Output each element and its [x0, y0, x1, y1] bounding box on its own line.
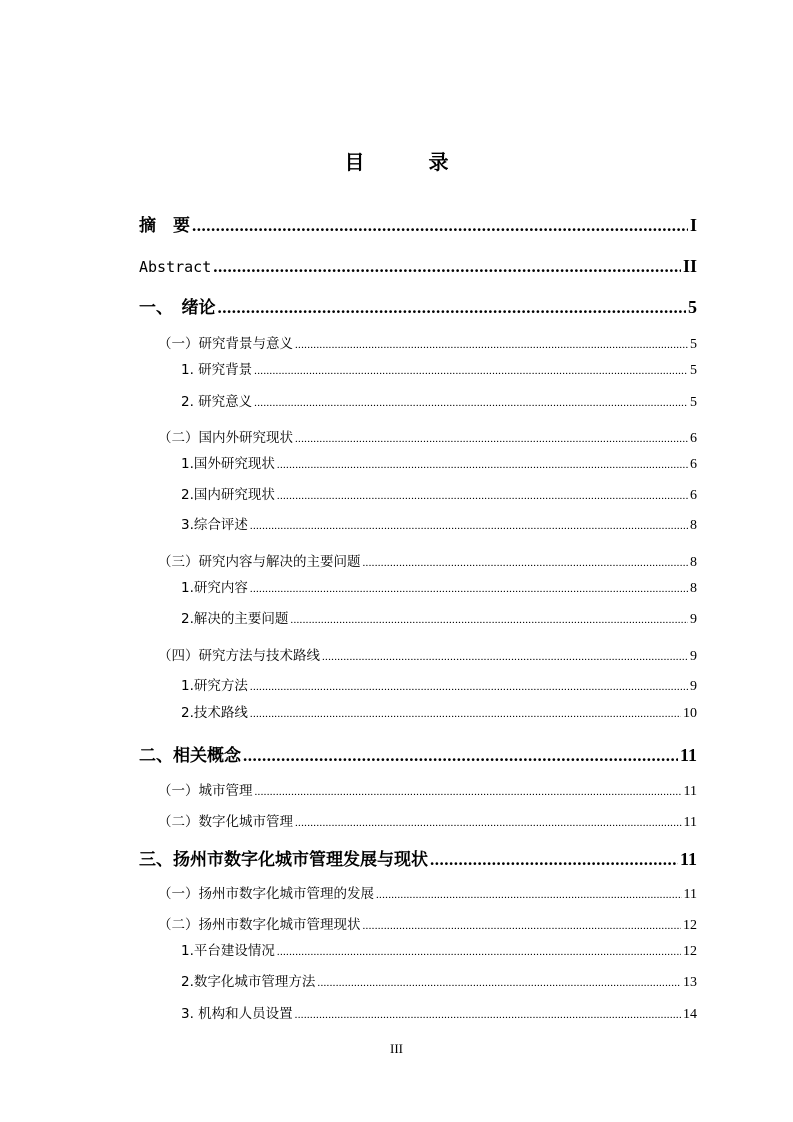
toc-entry-label: Abstract [139, 258, 212, 276]
toc-entry-label: 2.国内研究现状 [181, 487, 275, 503]
toc-leader-dots [322, 648, 688, 666]
toc-leader-dots [295, 336, 688, 354]
toc-entry-page: 13 [683, 975, 697, 990]
toc-entry-label: 1.平台建设情况 [181, 943, 275, 959]
toc-entry-section[interactable] [158, 916, 697, 934]
toc-leader-dots [254, 362, 688, 380]
toc-entry-chapter-2[interactable] [139, 744, 697, 766]
toc-entry-label: （三）研究内容与解决的主要问题 [158, 554, 361, 570]
toc-entry-label: （一）城市管理 [158, 783, 253, 799]
toc-leader-dots [192, 215, 688, 237]
toc-leader-dots [317, 974, 681, 992]
toc-entry-section[interactable] [158, 647, 697, 665]
toc-entry-page: 11 [683, 887, 697, 902]
toc-leader-dots [363, 917, 682, 935]
toc-entry-label: 一、 绪论 [139, 298, 216, 318]
toc-entry-subsection[interactable] [181, 361, 697, 379]
toc-leader-dots [250, 517, 688, 535]
toc-leader-dots [243, 745, 678, 767]
toc-entry-label: （二）国内外研究现状 [158, 430, 293, 446]
toc-entry-label: 1. 研究背景 [181, 362, 253, 378]
toc-leader-dots [250, 678, 688, 696]
toc-entry-label: （二）数字化城市管理 [158, 814, 293, 830]
toc-entry-label: 1.研究方法 [181, 678, 248, 694]
toc-entry-page: 5 [690, 363, 697, 378]
toc-entry-page: 9 [690, 649, 697, 664]
toc-entry-label: 3. 机构和人员设置 [181, 1006, 293, 1022]
toc-leader-dots [295, 1006, 681, 1024]
toc-entry-label: 1.国外研究现状 [181, 456, 275, 472]
toc-entry-label: 2.数字化城市管理方法 [181, 974, 316, 990]
toc-entry-abstract-en[interactable] [139, 255, 697, 277]
toc-entry-section[interactable] [158, 885, 697, 903]
toc-entry-section[interactable] [158, 429, 697, 447]
toc-entry-page: 5 [688, 297, 697, 317]
toc-entry-label: 二、相关概念 [139, 746, 241, 766]
toc-entry-abstract-cn[interactable] [139, 214, 697, 236]
toc-entry-subsection[interactable] [181, 1005, 697, 1023]
toc-entry-subsection[interactable] [181, 486, 697, 504]
toc-leader-dots [213, 256, 681, 278]
toc-entry-section[interactable] [158, 813, 697, 831]
toc-entry-page: 11 [683, 784, 697, 799]
toc-entry-page: 5 [690, 395, 697, 410]
toc-entry-page: I [689, 215, 697, 235]
toc-leader-dots [376, 886, 682, 904]
toc-leader-dots [290, 611, 688, 629]
toc-title: 目 录 [344, 150, 471, 174]
toc-leader-dots [218, 297, 687, 319]
toc-entry-page: II [682, 256, 697, 276]
toc-leader-dots [250, 580, 688, 598]
toc-entry-label: 2.解决的主要问题 [181, 611, 289, 627]
toc-entry-section[interactable] [158, 335, 697, 353]
toc-entry-page: 14 [683, 1007, 697, 1022]
page-number: III [390, 1041, 403, 1056]
toc-entry-subsection[interactable] [181, 942, 697, 960]
toc-entry-subsection[interactable] [181, 579, 697, 597]
toc-entry-subsection[interactable] [181, 455, 697, 473]
toc-entry-label: 1.研究内容 [181, 580, 248, 596]
toc-entry-label: 2. 研究意义 [181, 394, 253, 410]
toc-entry-page: 8 [690, 518, 697, 533]
toc-entry-chapter-1[interactable] [139, 296, 697, 318]
toc-leader-dots [250, 705, 681, 723]
toc-leader-dots [255, 783, 682, 801]
toc-leader-dots [277, 456, 688, 474]
toc-entry-section[interactable] [158, 782, 697, 800]
toc-entry-page: 10 [683, 706, 697, 721]
toc-entry-page: 8 [690, 555, 697, 570]
toc-entry-page: 8 [690, 581, 697, 596]
toc-entry-page: 6 [690, 431, 697, 446]
toc-entry-label: （一）研究背景与意义 [158, 336, 293, 352]
toc-entry-label: （一）扬州市数字化城市管理的发展 [158, 886, 374, 902]
toc-entry-subsection[interactable] [181, 393, 697, 411]
toc-entry-page: 11 [679, 745, 697, 765]
toc-entry-label: 三、扬州市数字化城市管理发展与现状 [139, 850, 428, 870]
toc-leader-dots [363, 554, 689, 572]
toc-entry-label: 摘 要 [139, 216, 190, 236]
toc-entry-chapter-3[interactable] [139, 848, 697, 870]
toc-entry-page: 12 [683, 944, 697, 959]
toc-entry-page: 5 [690, 337, 697, 352]
toc-entry-subsection[interactable] [181, 973, 697, 991]
toc-entry-subsection[interactable] [181, 704, 697, 722]
toc-entry-subsection[interactable] [181, 516, 697, 534]
toc-entry-page: 11 [683, 815, 697, 830]
toc-entry-label: （四）研究方法与技术路线 [158, 648, 320, 664]
toc-entry-page: 9 [690, 679, 697, 694]
toc-entry-label: （二）扬州市数字化城市管理现状 [158, 917, 361, 933]
toc-entry-page: 6 [690, 457, 697, 472]
toc-leader-dots [277, 943, 681, 961]
toc-entry-label: 3.综合评述 [181, 517, 248, 533]
toc-leader-dots [295, 430, 688, 448]
toc-leader-dots [295, 814, 682, 832]
toc-entry-page: 6 [690, 488, 697, 503]
toc-entry-section[interactable] [158, 553, 697, 571]
toc-entry-page: 11 [679, 849, 697, 869]
toc-entry-label: 2.技术路线 [181, 705, 248, 721]
toc-entry-subsection[interactable] [181, 677, 697, 695]
toc-leader-dots [254, 394, 688, 412]
toc-leader-dots [430, 849, 678, 871]
toc-leader-dots [277, 487, 688, 505]
toc-entry-page: 9 [690, 612, 697, 627]
toc-entry-page: 12 [683, 918, 697, 933]
toc-entry-subsection[interactable] [181, 610, 697, 628]
